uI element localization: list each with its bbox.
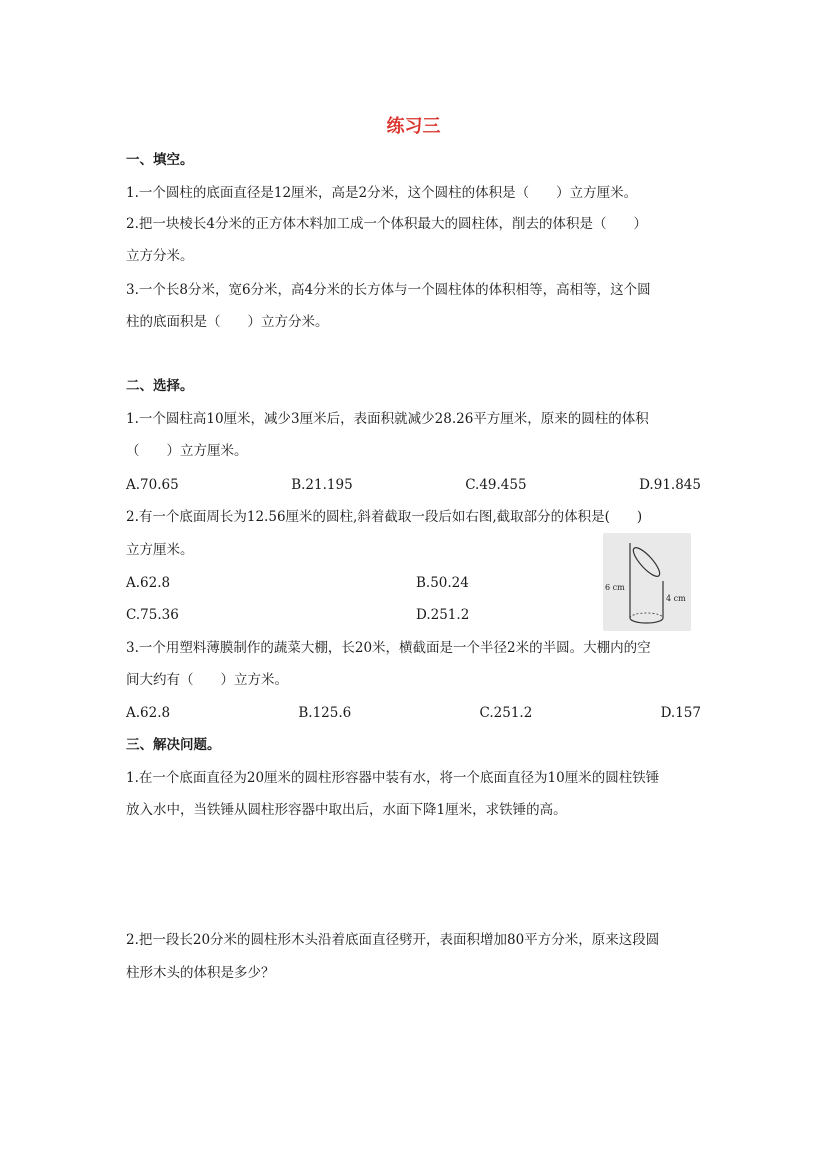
option-d: D.91.845 — [639, 477, 701, 493]
solve-question-2-line-1: 2.把一段长20分米的圆柱形木头沿着底面直径劈开，表面积增加80平方分米，原来这段圆 — [126, 932, 660, 948]
fill-question-3-line-2: 柱的底面积是（ ）立方分米。 — [126, 314, 329, 330]
choice-question-1-line-2: （ ）立方厘米。 — [126, 443, 248, 459]
option-a: A.70.65 — [126, 477, 179, 493]
choice-question-3-line-2: 间大约有（ ）立方米。 — [126, 672, 288, 688]
cylinder-diagram — [603, 533, 691, 631]
solve-question-2-line-2: 柱形木头的体积是多少？ — [126, 965, 275, 981]
option-d: D.251.2 — [416, 607, 470, 623]
solve-question-1-line-2: 放入水中，当铁锤从圆柱形容器中取出后，水面下降1厘米，求铁锤的高。 — [126, 802, 567, 818]
section-heading-fill: 一、填空。 — [126, 152, 194, 168]
option-d: D.157 — [660, 705, 701, 721]
option-c: C.49.455 — [465, 477, 527, 493]
section-heading-solve: 三、解决问题。 — [126, 737, 221, 753]
choice-question-3-options — [126, 703, 701, 723]
fill-question-3-line-1: 3.一个长8分米，宽6分米，高4分米的长方体与一个圆柱体的体积相等，高相等，这个圆 — [126, 282, 651, 298]
option-a: A.62.8 — [126, 705, 171, 721]
page-title: 练习三 — [386, 116, 441, 137]
solve-question-1-line-1: 1.在一个底面直径为20厘米的圆柱形容器中装有水，将一个底面直径为10厘米的圆柱铁锤 — [126, 770, 660, 786]
cut-cylinder-figure — [603, 533, 691, 631]
choice-question-1-line-1: 1.一个圆柱高10厘米，减少3厘米后，表面积就减少28.26平方厘米，原来的圆柱的体积 — [126, 411, 649, 427]
choice-question-1-options — [126, 475, 701, 495]
fill-question-1: 1.一个圆柱的底面直径是12厘米，高是2分米，这个圆柱的体积是（ ）立方厘米。 — [126, 185, 638, 201]
fill-question-2-line-1: 2.把一块棱长4分米的正方体木料加工成一个体积最大的圆柱体，削去的体积是（ ） — [126, 216, 647, 232]
section-heading-choice: 二、选择。 — [126, 378, 194, 394]
option-c: C.75.36 — [126, 607, 179, 623]
option-b: B.21.195 — [291, 477, 353, 493]
option-a: A.62.8 — [126, 575, 171, 591]
option-c: C.251.2 — [479, 705, 533, 721]
height-label-right: 4 cm — [666, 594, 686, 603]
choice-question-2-line-2: 立方厘米。 — [126, 542, 194, 558]
option-b: B.50.24 — [416, 575, 469, 591]
option-b: B.125.6 — [298, 705, 352, 721]
choice-question-2-line-1: 2.有一个底面周长为12.56厘米的圆柱,斜着截取一段后如右图,截取部分的体积是( ) — [126, 509, 643, 525]
choice-question-3-line-1: 3.一个用塑料薄膜制作的蔬菜大棚，长20米，横截面是一个半径2米的半圆。大棚内的空 — [126, 640, 651, 656]
height-label-left: 6 cm — [605, 583, 625, 592]
fill-question-2-line-2: 立方分米。 — [126, 248, 194, 264]
